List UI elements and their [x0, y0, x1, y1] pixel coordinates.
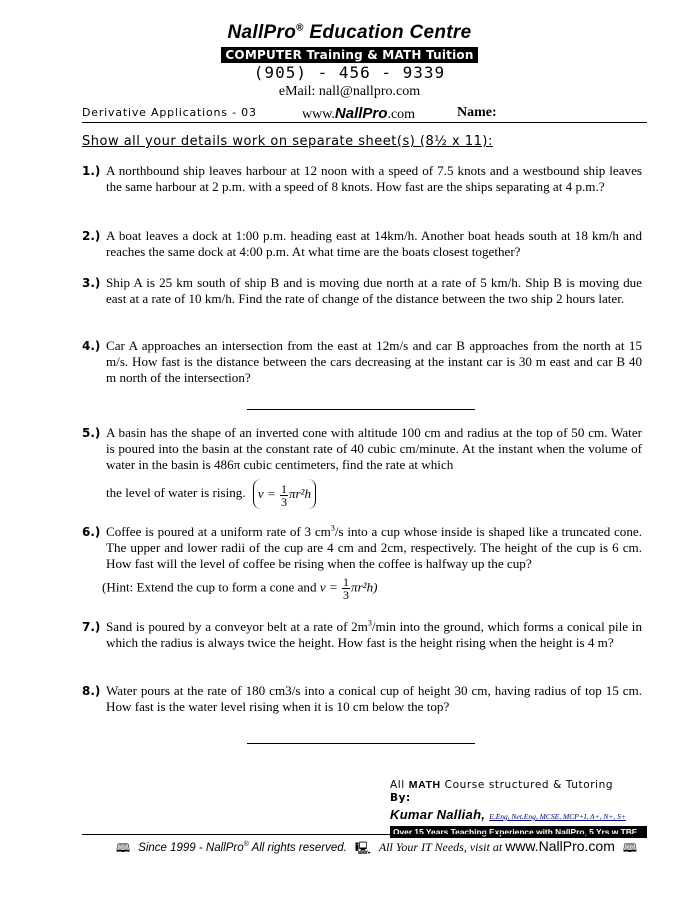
- question-text: Water pours at the rate of 180 cm3/s into a conical cup of height 30 cm, having radius of top 15 cm. How fast is the water level rising when it is 10 cm below the top?: [106, 683, 642, 714]
- visit-line: All Your IT Needs, visit at www.NallPro.com: [378, 838, 615, 854]
- question-5: [82, 425, 642, 509]
- header-rule: [82, 122, 647, 123]
- book-icon: 🕮: [116, 841, 131, 855]
- question-text: Car A approaches an intersection from the east at 12m/s and car B approaches from the north at 15 m/s. How fast is the distance between the cars decreasing at the instant car is 30 m east and car B 40 m north of the intersection?: [106, 338, 642, 385]
- instructions: Show all your details work on separate sheet(s) (8½ x 11):: [82, 134, 493, 149]
- page-footer: [108, 838, 648, 860]
- email-address: eMail: nall@nallpro.com: [278, 84, 421, 99]
- footer-website-link[interactable]: www.NallPro.com: [505, 838, 615, 854]
- website-link[interactable]: www.NallPro.com: [302, 105, 416, 122]
- question-hint: (Hint: Extend the cup to form a cone and v = $\frac{1}{3}$ πr²h): [102, 575, 378, 602]
- author-credentials: E.Eng, Net.Eng, MCSE, MCP+I, A+, N+, S+: [489, 812, 626, 821]
- credit-line-1: All MATH Course structured & Tutoring: [390, 779, 614, 791]
- footer-rule: [82, 834, 647, 835]
- question-2: [82, 228, 642, 260]
- question-1: [82, 163, 642, 195]
- phone-number: (905) - 456 - 9339: [253, 63, 446, 82]
- question-text: A boat leaves a dock at 1:00 p.m. heading east at 14km/h. Another boat heads south at 18 km/h and reaches the same dock at 4:00 p.m. At what time are the boats closest together?: [106, 228, 642, 259]
- banner-container: [0, 46, 699, 64]
- question-text: Sand is poured by a conveyor belt at a rate of $2m^3/\min$ into the ground, which forms a conical pile in which the radius is always twice the height. How fast is the height rising when the height is 4 m?: [106, 618, 642, 650]
- worksheet-info-line: [82, 105, 647, 123]
- question-text-continued: the level of water is rising. v = $\frac{1}{3}$ πr²h: [106, 479, 642, 509]
- question-8: [82, 683, 642, 715]
- experience-banner: Over 15 Years Teaching Experience with NallPro, 5 Yrs w TBE: [390, 826, 647, 838]
- subtitle-banner: COMPUTER Training & MATH Tuition: [221, 47, 477, 63]
- credit-line-2: By:: [390, 792, 411, 804]
- question-number: 6.): [82, 525, 101, 539]
- section-divider: [247, 743, 475, 744]
- school-title: NallPro® Education Centre: [227, 22, 472, 43]
- question-number: 8.): [82, 684, 101, 698]
- author-credit: [390, 779, 647, 838]
- question-3: [82, 275, 642, 307]
- book-icon: 🕮: [622, 841, 638, 855]
- question-text: A basin has the shape of an inverted cone with altitude 100 cm and radius at the top of 50 cm. Water is poured into the basin at the constant rate of 40 cubic cm/minute. At the instant when the volume of water in the basin is 486π cubic centimeters, find the rate at which: [106, 425, 642, 472]
- question-7: [82, 619, 642, 651]
- computer-icon: 🖳: [354, 841, 371, 855]
- question-number: 7.): [82, 620, 101, 634]
- worksheet-title: Derivative Applications - 03: [82, 106, 257, 119]
- question-number: 4.): [82, 339, 101, 353]
- question-text: A northbound ship leaves harbour at 12 noon with a speed of 7.5 knots and a westbound ship leaves the same harbour at 2 p.m. with a speed of 8 knots. How fast are the ships separating at 4 p.m.?: [106, 163, 642, 194]
- name-label: Name:: [457, 105, 497, 120]
- question-text: Coffee is poured at a uniform rate of 3 $cm^3/s$ into a cup whose inside is shaped like a truncated cone. The upper and lower radii of the cup are 4 cm and 2cm, respectively. The height of the cup is 6 cm. How fast will the level of coffee be rising when the coffee is halfway up the cup?: [106, 523, 642, 571]
- question-text: Ship A is 25 km south of ship B and is moving due north at a rate of 5 km/h. Ship B is moving due east at a rate of 10 km/h. Find the rate of change of the distance between the two ship 2 hours later.: [106, 275, 642, 306]
- cone-volume-formula: v = $\frac{1}{3}$ πr²h: [253, 479, 316, 509]
- question-number: 5.): [82, 426, 101, 440]
- question-number: 1.): [82, 164, 101, 178]
- section-divider: [247, 409, 475, 410]
- question-number: 2.): [82, 229, 101, 243]
- copyright: Since 1999 - NallPro® All rights reserved.: [138, 841, 347, 854]
- question-4: [82, 338, 642, 386]
- credit-author: Kumar Nalliah, E.Eng, Net.Eng, MCSE, MCP+I, A+, N+, S+: [390, 807, 626, 822]
- question-number: 3.): [82, 276, 101, 290]
- question-6: [82, 524, 642, 601]
